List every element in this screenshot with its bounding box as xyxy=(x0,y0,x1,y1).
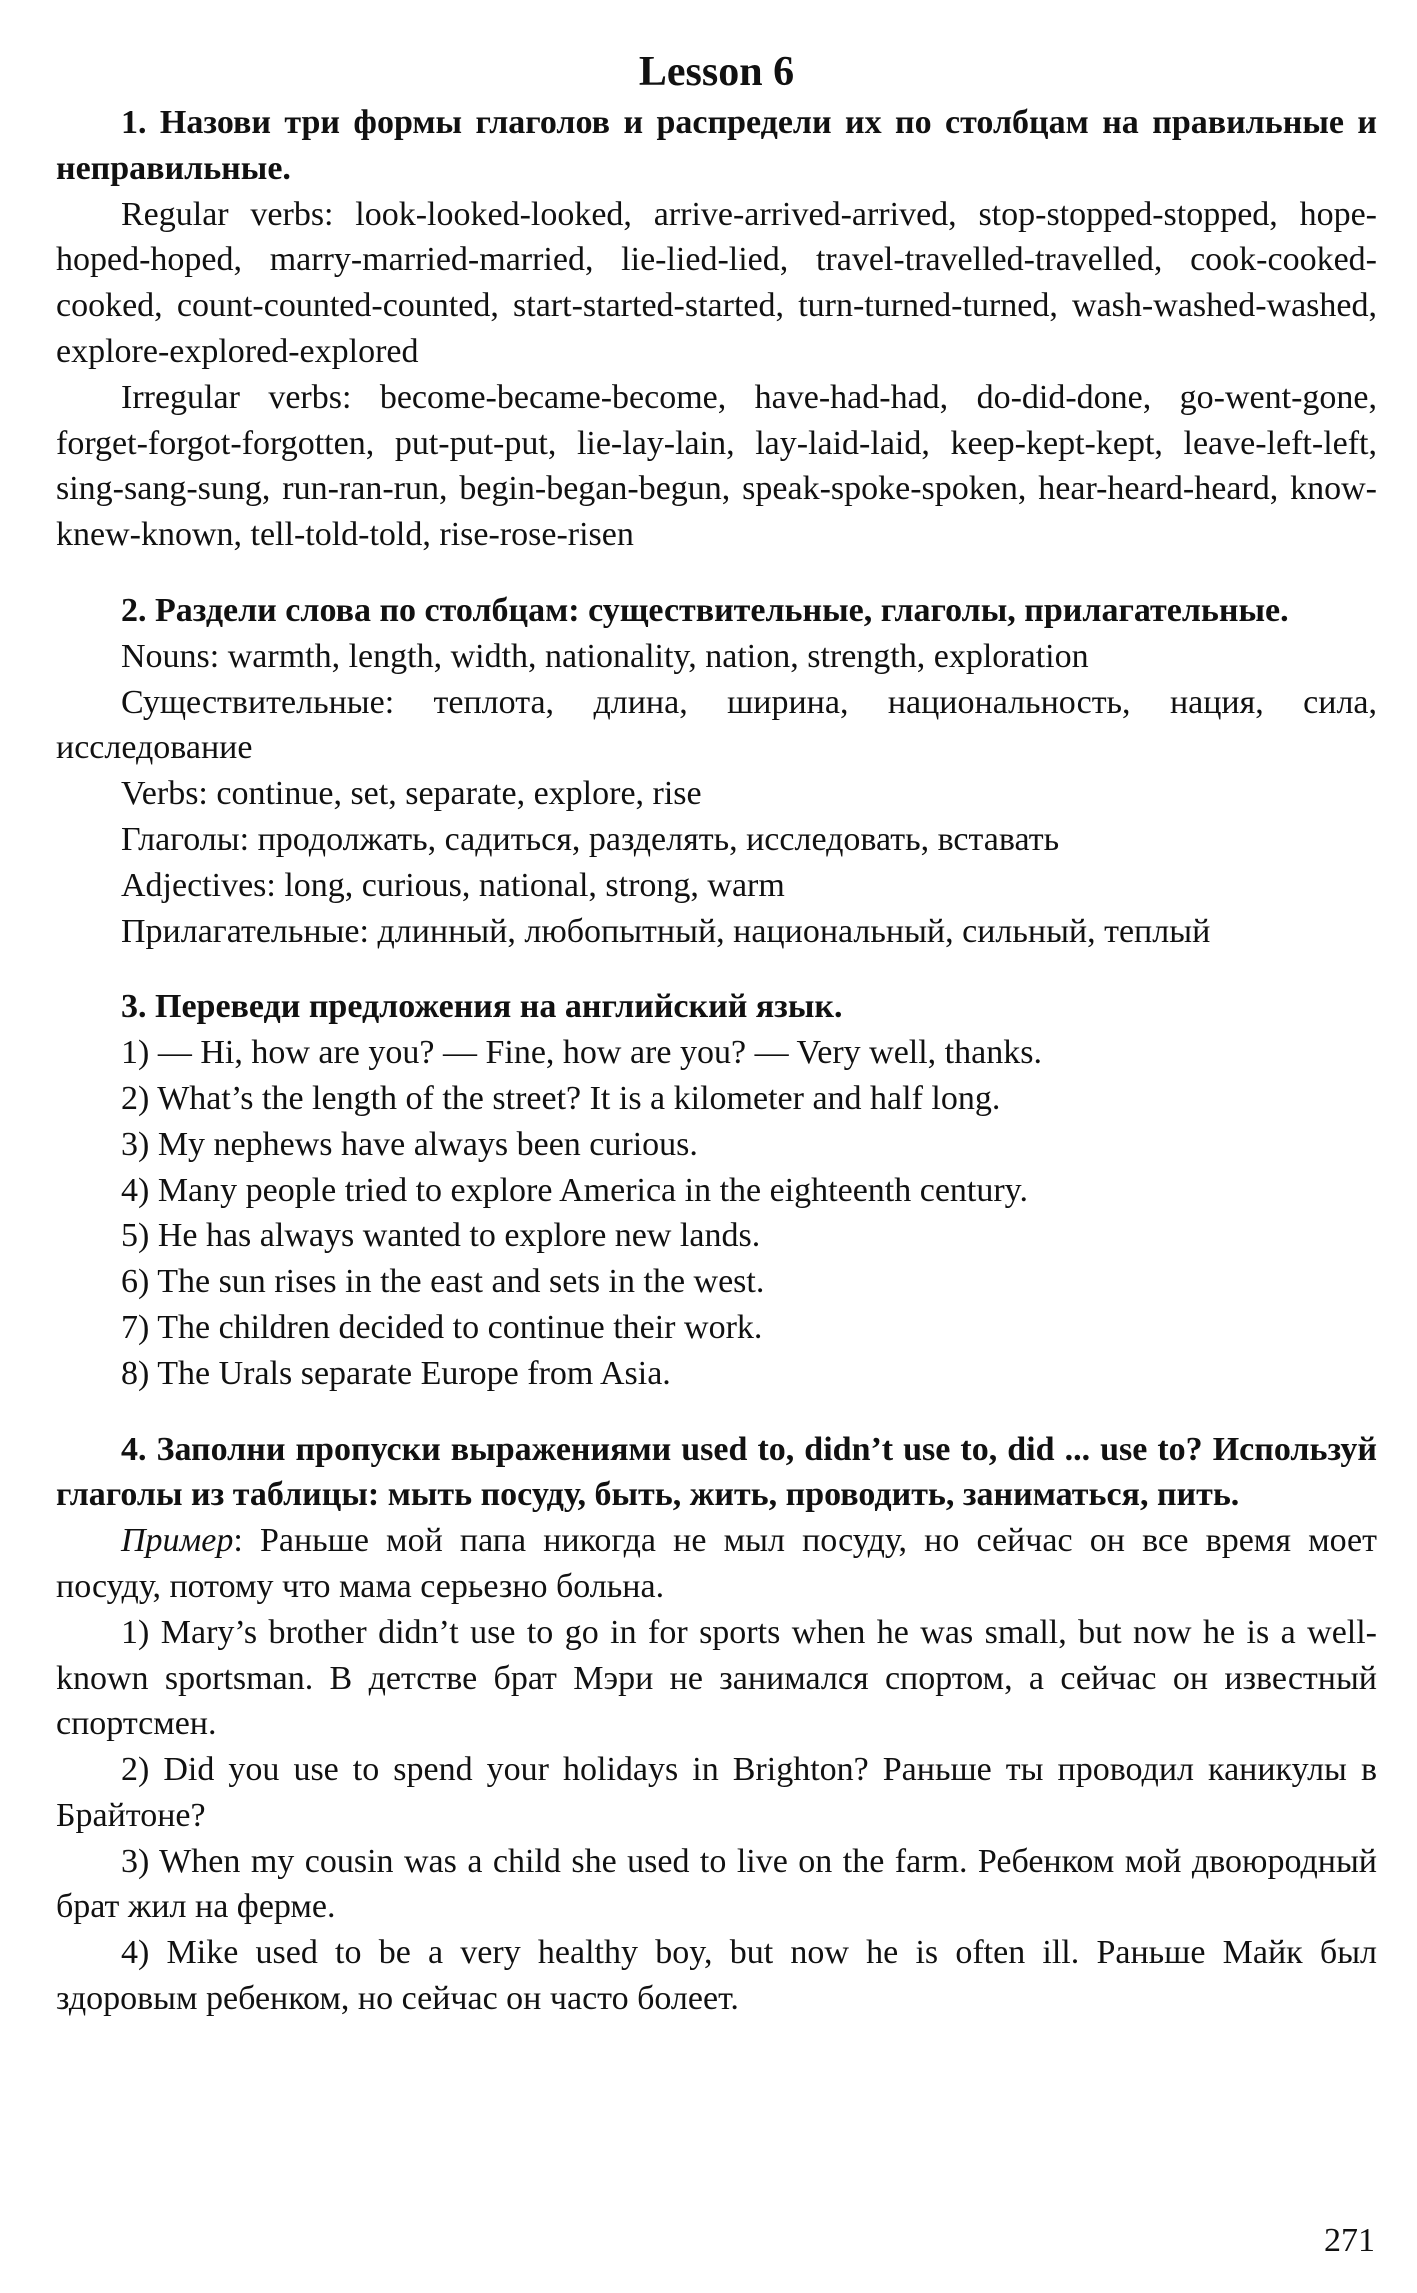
exercise-heading: 3. Переведи предложения на английский язык. xyxy=(121,988,843,1026)
sentence: 7) The children decided to continue their work. xyxy=(121,1308,763,1346)
sentence: 8) The Urals separate Europe from Asia. xyxy=(121,1354,671,1392)
example-label: Пример xyxy=(121,1522,234,1560)
answer: 3) When my cousin was a child she used to live on the farm. Ребенком мой двоюродный брат жил на ферме. xyxy=(56,1842,1377,1926)
sentence: 5) He has always wanted to explore new lands. xyxy=(121,1217,761,1255)
page-number: 271 xyxy=(1324,2222,1375,2259)
answer: 2) Did you use to spend your holidays in Brighton? Раньше ты проводил каникулы в Брайтоне? xyxy=(56,1751,1377,1834)
nouns-ru-line: Существительные: теплота, длина, ширина, национальность, нация, сила, исследование xyxy=(56,683,1377,767)
exercise-heading: 1. Назови три формы глаголов и распредели их по столбцам на правильные и неправильные. xyxy=(56,104,1377,187)
exercise-4 xyxy=(56,1427,1377,2022)
verbs-line: Verbs: continue, set, separate, explore, rise xyxy=(121,775,702,813)
sentence: 2) What’s the length of the street? It is a kilometer and half long. xyxy=(121,1079,1001,1117)
adjectives-ru-line: Прилагательные: длинный, любопытный, национальный, сильный, теплый xyxy=(121,912,1211,950)
irregular-verbs: Irregular verbs: become-became-become, have-had-had, do-did-done, go-went-gone, forget-forgot-forgotten, put-put-put, lie-lay-lain, lay-laid-laid, keep-kept-kept, leave-left-left, sing-sang-sung, run-ran-run, begin-began-begun, speak-spoke-spoken, hear-heard-heard, know-knew-known, tell-told-told, rise-rose-risen xyxy=(56,378,1377,554)
sentence: 4) Many people tried to explore America in the eighteenth century. xyxy=(121,1171,1028,1209)
answer: 1) Mary’s brother didn’t use to go in for sports when he was small, but now he is a well-known sportsman. В детстве брат Мэри не занимался спортом, а сейчас он известный спортсмен. xyxy=(56,1613,1377,1743)
adjectives-line: Adjectives: long, curious, national, strong, warm xyxy=(121,866,785,904)
example xyxy=(56,1518,1377,1610)
exercise-3 xyxy=(56,984,1377,1396)
nouns-line: Nouns: warmth, length, width, nationality, nation, strength, exploration xyxy=(121,637,1089,675)
verbs-ru-line: Глаголы: продолжать, садиться, разделять, исследовать, вставать xyxy=(121,820,1060,858)
sentence: 3) My nephews have always been curious. xyxy=(121,1125,698,1163)
document-page xyxy=(56,0,1377,2022)
exercise-2 xyxy=(56,588,1377,954)
exercise-heading: 2. Раздели слова по столбцам: существительные, глаголы, прилагательные. xyxy=(121,591,1289,629)
lesson-title: Lesson 6 xyxy=(638,49,795,95)
sentence: 1) — Hi, how are you? — Fine, how are you? — Very well, thanks. xyxy=(121,1034,1042,1072)
regular-verbs: Regular verbs: look-looked-looked, arrive-arrived-arrived, stop-stopped-stopped, hope-hoped-hoped, marry-married-married, lie-lied-lied, travel-travelled-travelled, cook-cooked-cooked, count-counted-counted, start-started-started, turn-turned-turned, wash-washed-washed, explore-explored-explored xyxy=(56,195,1377,370)
exercise-heading: 4. Заполни пропуски выражениями used to, didn’t use to, did ... use to? Используй глаголы из таблицы: мыть посуду, быть, жить, проводить, заниматься, пить. xyxy=(56,1430,1377,1514)
answer: 4) Mike used to be a very healthy boy, but now he is often ill. Раньше Майк был здоровым ребенком, но сейчас он часто болеет. xyxy=(56,1934,1377,2018)
sentence: 6) The sun rises in the east and sets in the west. xyxy=(121,1263,765,1301)
example-text: : Раньше мой папа никогда не мыл посуду, но сейчас он все время моет посуду, потому что мама серьезно больна. xyxy=(56,1522,1377,1605)
exercise-1 xyxy=(56,100,1377,558)
